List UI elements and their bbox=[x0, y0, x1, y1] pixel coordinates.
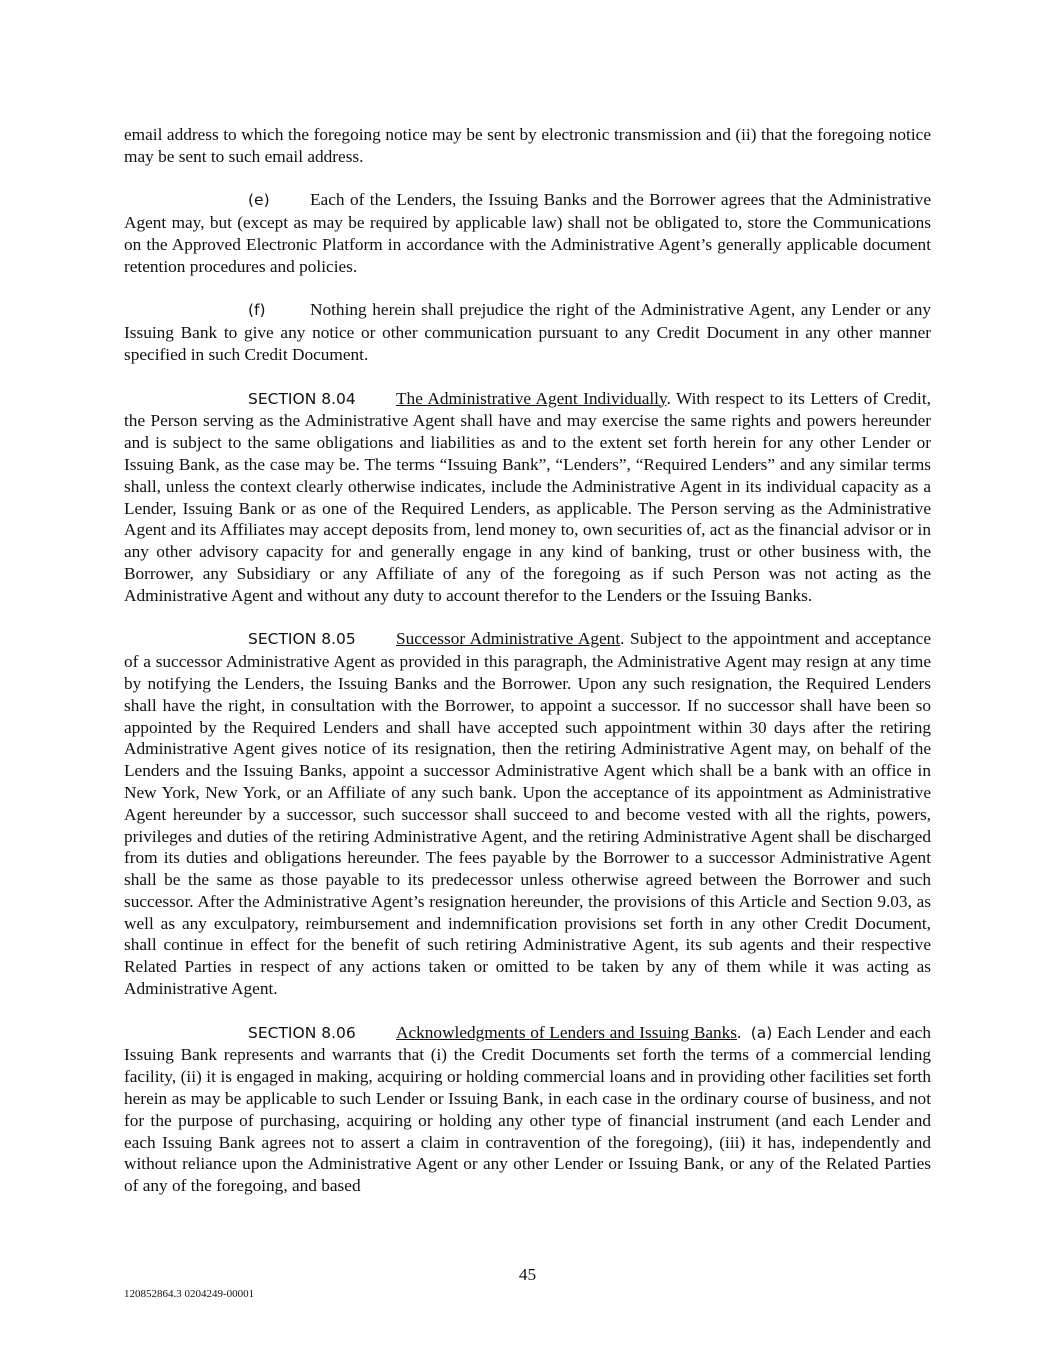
section-8-05-title: Successor Administrative Agent bbox=[396, 629, 621, 649]
paragraph-e-label: (e) bbox=[248, 191, 270, 210]
paragraph-f-label: (f) bbox=[248, 301, 266, 320]
section-8-06-sublabel: (a) bbox=[750, 1023, 773, 1042]
section-8-06-body: Each Lender and each Issuing Bank represents and warrants that (i) the Credit Documents set forth the terms of a commercial lending facility, (ii) it is engaged in making, acquiring or holding commercial loans and in providing other facilities set forth herein as may be applicable to such Lender or Issuing Bank, in each case in the ordinary course of business, and not for the purpose of purchasing, acquiring or holding any other type of financial instrument (and each Lender and each Issuing Bank agrees not to assert a claim in contravention of the foregoing), (iii) it has, independently and without reliance upon the Administrative Agent or any other Lender or Issuing Bank, or any of the Related Parties of any of the foregoing, and based bbox=[124, 1022, 931, 1196]
paragraph-e-text: Each of the Lenders, the Issuing Banks and the Borrower agrees that the Administrative Agent may, but (except as may be required by applicable law) shall not be obligated to, store the Communications on the Approved Electronic Platform in accordance with the Administrative Agent’s generally applicable document retention procedures and policies. bbox=[124, 190, 931, 276]
section-8-06-after-title: . bbox=[737, 1022, 751, 1042]
paragraph-continuation: email address to which the foregoing notice may be sent by electronic transmission and (ii) that the foregoing notice may be sent to such email address. bbox=[124, 125, 931, 166]
page-number: 45 bbox=[518, 1265, 537, 1284]
document-id: 120852864.3 0204249-00001 bbox=[124, 1288, 255, 1300]
section-8-06-number: SECTION 8.06 bbox=[248, 1023, 356, 1042]
paragraph-f bbox=[124, 299, 931, 365]
section-8-04-number: SECTION 8.04 bbox=[248, 389, 356, 408]
section-8-05 bbox=[124, 628, 931, 1000]
document-page bbox=[124, 124, 931, 1219]
section-8-04-title: The Administrative Agent Individually bbox=[396, 388, 667, 408]
section-8-06 bbox=[124, 1022, 931, 1197]
section-8-04 bbox=[124, 388, 931, 607]
section-8-05-number: SECTION 8.05 bbox=[248, 630, 356, 649]
paragraph-f-text: Nothing herein shall prejudice the right of the Administrative Agent, any Lender or any Issuing Bank to give any notice or other communication pursuant to any Credit Document in any other manner specified in such Credit Document. bbox=[124, 300, 931, 364]
section-8-06-title: Acknowledgments of Lenders and Issuing Banks bbox=[396, 1022, 738, 1042]
paragraph-e bbox=[124, 189, 931, 277]
section-8-05-body: . Subject to the appointment and acceptance of a successor Administrative Agent as provided in this paragraph, the Administrative Agent may resign at any time by notifying the Lenders, the Issuing Banks and the Borrower. Upon any such resignation, the Required Lenders shall have the right, in consultation with the Borrower, to appoint a successor. If no successor shall have been so appointed by the Required Lenders and shall have accepted such appointment within 30 days after the retiring Administrative Agent gives notice of its resignation, then the retiring Administrative Agent may, on behalf of the Lenders and the Issuing Banks, appoint a successor Administrative Agent which shall be a bank with an office in New York, New York, or an Affiliate of any such bank. Upon the acceptance of its appointment as Administrative Agent hereunder by a successor, such successor shall succeed to and become vested with all the rights, powers, privileges and duties of the retiring Administrative Agent, and the retiring Administrative Agent shall be discharged from its duties and obligations hereunder. The fees payable by the Borrower to a successor Administrative Agent shall be the same as those payable to its predecessor unless otherwise agreed between the Borrower and such successor. After the Administrative Agent’s resignation hereunder, the provisions of this Article and Section 9.03, as well as any exculpatory, reimbursement and indemnification provisions set forth in any other Credit Document, shall continue in effect for the benefit of such retiring Administrative Agent, its sub agents and their respective Related Parties in respect of any actions taken or omitted to be taken by any of them while it was acting as Administrative Agent. bbox=[124, 629, 931, 999]
section-8-04-body: . With respect to its Letters of Credit, the Person serving as the Administrative Agent shall have and may exercise the same rights and powers hereunder and is subject to the same obligations and liabilities as and to the extent set forth herein for any other Lender or Issuing Bank, as the case may be. The terms “Issuing Bank”, “Lenders”, “Required Lenders” and any similar terms shall, unless the context clearly otherwise indicates, include the Administrative Agent in its individual capacity as a Lender, Issuing Bank or as one of the Required Lenders, as applicable. The Person serving as the Administrative Agent and its Affiliates may accept deposits from, lend money to, own securities of, act as the financial advisor or in any other advisory capacity for and generally engage in any kind of banking, trust or other business with, the Borrower, any Subsidiary or any Affiliate of any of the foregoing as if such Person was not acting as the Administrative Agent and without any duty to account therefor to the Lenders or the Issuing Banks. bbox=[124, 388, 931, 605]
